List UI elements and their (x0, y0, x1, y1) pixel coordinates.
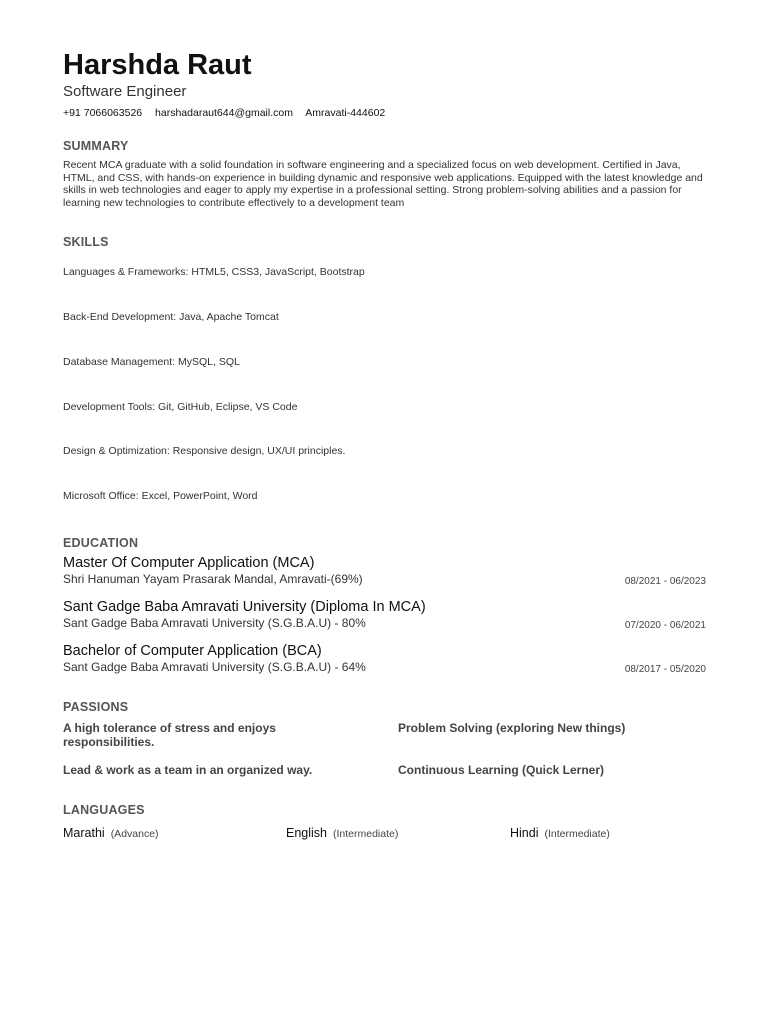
language-name: English (286, 826, 327, 840)
language-entry (286, 824, 398, 842)
education-institution: Sant Gadge Baba Amravati University (S.G.B.A.U) - 80% (63, 616, 366, 630)
passion-item: Continuous Learning (Quick Lerner) (398, 763, 605, 777)
education-degree: Master Of Computer Application (MCA) (63, 555, 315, 571)
language-level: (Intermediate) (333, 828, 399, 840)
education-entry (63, 555, 706, 586)
language-entry (510, 824, 610, 842)
education-entry (63, 643, 706, 674)
resume-page (63, 48, 706, 840)
education-institution: Sant Gadge Baba Amravati University (S.G.B.A.U) - 64% (63, 660, 366, 674)
education-entry (63, 599, 706, 630)
candidate-name: Harshda Raut (63, 49, 252, 81)
location: Amravati-444602 (305, 107, 386, 119)
skill-item: Database Management: MySQL, SQL (63, 356, 240, 368)
skill-item: Design & Optimization: Responsive design, UX/UI principles. (63, 445, 346, 457)
passion-item: Lead & work as a team in an organized way. (63, 763, 313, 777)
languages-heading: LANGUAGES (63, 803, 145, 817)
passions-heading: PASSIONS (63, 700, 129, 714)
education-heading: EDUCATION (63, 536, 139, 550)
education-institution: Shri Hanuman Yayam Prasarak Mandal, Amravati-(69%) (63, 572, 363, 586)
education-degree: Bachelor of Computer Application (BCA) (63, 643, 322, 659)
language-level: (Advance) (110, 828, 159, 840)
skill-item: Back-End Development: Java, Apache Tomcat (63, 311, 279, 323)
language-name: Hindi (510, 826, 539, 840)
skill-item: Languages & Frameworks: HTML5, CSS3, JavaScript, Bootstrap (63, 266, 365, 278)
job-title: Software Engineer (63, 83, 187, 100)
summary-heading: SUMMARY (63, 139, 129, 153)
passion-item: Problem Solving (exploring New things) (398, 721, 626, 735)
language-name: Marathi (63, 826, 105, 840)
email-address: harshadaraut644@gmail.com (155, 107, 293, 119)
language-entry (63, 824, 159, 842)
passion-item: A high tolerance of stress and enjoys responsibilities. (63, 721, 276, 749)
skill-item: Development Tools: Git, GitHub, Eclipse, VS Code (63, 401, 298, 413)
education-dates: 08/2021 - 06/2023 (624, 576, 706, 587)
skills-heading: SKILLS (63, 235, 109, 249)
phone-number: +91 7066063526 (63, 107, 143, 119)
summary-text: Recent MCA graduate with a solid foundation in software engineering and a specialized focus on web development. Certified in Java, HTML, and CSS, with hands-on experience in building dynamic and responsive web applications. Equipped with the latest knowledge and skills in web technologies and eager to apply my expertise in a professional setting. Strong problem-solving abilities and a passion for learning new technologies to contribute effectively to a development team (63, 159, 703, 209)
skill-item: Microsoft Office: Excel, PowerPoint, Word (63, 490, 258, 502)
education-degree: Sant Gadge Baba Amravati University (Diploma In MCA) (63, 599, 426, 615)
contact-line (63, 106, 706, 120)
education-dates: 08/2017 - 05/2020 (624, 664, 706, 675)
language-level: (Intermediate) (544, 828, 610, 840)
education-dates: 07/2020 - 06/2021 (624, 620, 706, 631)
